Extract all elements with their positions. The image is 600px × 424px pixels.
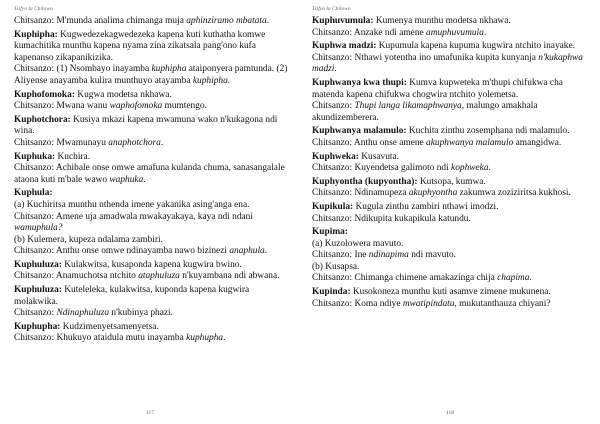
italic-example-word: Thupi langa likamaphwanya bbox=[354, 101, 462, 112]
entry-definition bbox=[312, 78, 586, 101]
headword: Kuphwanya malamulo: bbox=[312, 126, 407, 137]
dictionary-entry bbox=[312, 177, 586, 200]
entry-definition bbox=[14, 30, 288, 65]
italic-example-word: anaphula bbox=[229, 246, 265, 257]
dictionary-entry bbox=[312, 152, 586, 175]
entry-definition bbox=[312, 287, 586, 299]
entry-text: Chitsanzo: Achibale onse omwe amafuna kulanda chuma, sanasangalale ataona kuti m'bale wawo bbox=[14, 163, 285, 185]
entry-example bbox=[312, 28, 586, 40]
italic-example-word: anaphotchora bbox=[108, 137, 161, 148]
entry-example bbox=[14, 308, 288, 320]
dictionary-entries bbox=[14, 16, 288, 345]
headword: Kuphuvumula: bbox=[312, 16, 374, 26]
dictionary-entry bbox=[14, 115, 288, 150]
entry-text: Chitsanzo: Koma ndiye bbox=[312, 298, 403, 309]
headword: Kuphyontha (kupyontha): bbox=[312, 176, 418, 187]
entry-example bbox=[312, 53, 586, 76]
entry-definition bbox=[312, 227, 586, 239]
entry-definition bbox=[312, 152, 586, 164]
entry-text: Chitsanzo: M'munda analima chimanga muja bbox=[14, 16, 187, 26]
dictionary-entry bbox=[14, 322, 288, 345]
entry-text: Kuchira. bbox=[55, 151, 91, 162]
entry-definition bbox=[312, 177, 586, 189]
entry-text: Kugula zinthu zambiri nthawi imodzi. bbox=[353, 201, 499, 212]
entry-definition bbox=[312, 202, 586, 214]
headword: Kuphotchora: bbox=[14, 114, 71, 125]
headword: Kuphuluza: bbox=[14, 285, 62, 296]
headword: Kupikula: bbox=[312, 201, 354, 212]
page-number: 117 bbox=[145, 410, 155, 416]
entry-text: . bbox=[529, 273, 532, 284]
page-number: 118 bbox=[445, 410, 455, 416]
running-header: Tsifyo la Chilowo bbox=[14, 6, 53, 12]
entry-text: . bbox=[143, 174, 146, 185]
entry-text: Chitsanzo: Chimanga chimene amakazinga chija bbox=[312, 273, 498, 284]
entry-text: Chitsanzo: bbox=[312, 101, 355, 112]
entry-text: Kugwedezekagwedezeka kapena kuti kuthatha komwe kumachitika munthu kapena nyama zina zikatsala pang'ono kufa kapenanso zikapanikizika. bbox=[14, 29, 266, 63]
entry-example bbox=[14, 271, 288, 283]
entry-definition bbox=[14, 152, 288, 164]
entry-example bbox=[14, 163, 288, 186]
entry-text: . bbox=[227, 75, 231, 86]
entry-text: Chitsanzo: Amene uja amadwala mwakayakaya, kaya ndi ndani bbox=[14, 211, 253, 222]
entry-text: . bbox=[160, 137, 164, 148]
headword: Kuphula: bbox=[14, 188, 53, 199]
dictionary-entry bbox=[312, 126, 586, 149]
entry-example bbox=[312, 138, 586, 150]
dictionary-entry bbox=[14, 30, 288, 88]
italic-example-word: mwatipindatu bbox=[402, 298, 455, 309]
entry-text: Kupumula kapena kupuma kugwira ntchito inayake. bbox=[376, 41, 575, 52]
italic-example-word: Ndinaphuluza bbox=[56, 308, 110, 319]
headword: Kuphuka: bbox=[14, 151, 56, 162]
entry-example bbox=[312, 188, 586, 200]
italic-example-word: ataphuluza bbox=[138, 271, 180, 282]
dictionary-entry bbox=[14, 16, 288, 28]
entry-text: ataiponyera pamtunda. (2) Aliyense anayamba kulira munthuyo atayamba bbox=[14, 64, 288, 86]
entry-text: Kusiya mkazi kapena mwamuna wako n'kukagona ndi wina. bbox=[14, 114, 278, 137]
entry-text: Chitsanzo: Mwamunayu bbox=[14, 137, 109, 148]
italic-example-word: kuphipha bbox=[151, 64, 187, 75]
entry-text: . bbox=[483, 27, 487, 38]
entry-example bbox=[312, 214, 586, 226]
headword: Kuphweka: bbox=[312, 151, 359, 162]
italic-example-word: n'kukaphwa madzi bbox=[312, 52, 583, 75]
entry-text: , malungo amakhala akundizemberera. bbox=[312, 101, 538, 123]
entry-example bbox=[312, 299, 586, 311]
italic-example-word: waphuka bbox=[109, 174, 144, 185]
italic-example-word: chapima bbox=[497, 273, 530, 284]
dictionary-entry bbox=[312, 202, 586, 225]
italic-example-word: aphinziramo mbatata bbox=[186, 16, 267, 26]
entry-text: Kusokoneza munthu kuti asamve zimene mukunena. bbox=[350, 287, 551, 298]
entry-text: Kuteleleka, kulakwitsa, kuponda kapena kugwira molakwika. bbox=[14, 285, 250, 307]
entry-example bbox=[14, 246, 288, 258]
entry-text: Kugwa modetsa nkhawa. bbox=[74, 89, 172, 100]
entry-definition bbox=[14, 115, 288, 138]
entry-example bbox=[312, 262, 586, 274]
entry-text: Chitsanzo: Ine bbox=[312, 250, 369, 261]
dictionary-entries bbox=[312, 16, 586, 310]
entry-definition bbox=[14, 285, 288, 308]
entry-text: (a) Kuzolowera mavuto. bbox=[312, 238, 404, 249]
entry-text: n'kubinya phazi. bbox=[109, 308, 173, 319]
entry-text: Chitsanzo: Anthu onse amene bbox=[312, 137, 427, 148]
entry-example bbox=[14, 235, 288, 247]
entry-text: Kumva kupweteka m'thupi chifukwa cha matenda kapena chifukwa chogwira ntchito yolemetsa. bbox=[312, 77, 563, 100]
entry-example bbox=[14, 138, 288, 150]
entry-text: . bbox=[264, 246, 268, 257]
entry-example bbox=[312, 163, 586, 175]
entry-definition bbox=[312, 41, 586, 53]
dictionary-entry bbox=[312, 16, 586, 39]
dictionary-entry bbox=[14, 188, 288, 258]
italic-example-word: kuphipha bbox=[192, 75, 228, 86]
dictionary-entry bbox=[312, 41, 586, 76]
italic-example-word: akuphwanya malamulo bbox=[426, 137, 514, 148]
headword: Kuphwa madzi: bbox=[312, 41, 377, 52]
entry-definition bbox=[312, 126, 586, 138]
entry-text: zakumwa zoziziritsa kukhosi. bbox=[457, 188, 571, 199]
dictionary-entry bbox=[14, 285, 288, 320]
entry-text: Chitsanzo: Khukuyo ataidula mutu inayamba bbox=[14, 333, 187, 344]
entry-text: (b) Kusapsa. bbox=[312, 261, 360, 272]
running-header: Tsifyo la Chilowo bbox=[312, 6, 351, 12]
entry-text: mumtengo. bbox=[162, 101, 207, 112]
headword: Kupinda: bbox=[312, 287, 351, 298]
entry-text: Kutsopa, kumwa. bbox=[417, 176, 486, 187]
italic-example-word: ndinapima bbox=[368, 250, 409, 261]
entry-text: . bbox=[266, 16, 270, 26]
entry-example bbox=[312, 273, 586, 285]
entry-text: ndi mavuto. bbox=[408, 250, 457, 261]
entry-text: (a) Kuchiritsa munthu nthenda imene yakanika asing'anga ena. bbox=[14, 199, 250, 210]
entry-text: Kudzimenyetsamenyetsa. bbox=[60, 321, 159, 332]
dictionary-entry bbox=[312, 78, 586, 124]
headword: Kuphofomoka: bbox=[14, 89, 75, 100]
entry-text: Kuchita zinthu zosemphana ndi malamulo. bbox=[406, 126, 570, 137]
dictionary-entry bbox=[312, 227, 586, 285]
entry-example bbox=[14, 212, 288, 235]
entry-example bbox=[14, 101, 288, 113]
entry-text: Chitsanzo: Anzake ndi amene bbox=[312, 27, 427, 38]
entry-text: . bbox=[334, 64, 337, 75]
italic-example-word: amuphuvumula bbox=[426, 27, 484, 38]
entry-text: Chitsanzo: Anthu onse omwe ndinayamba nawo bizinezi bbox=[14, 246, 230, 257]
entry-text: amangidwa. bbox=[513, 137, 562, 148]
entry-text: Kusavuta. bbox=[358, 151, 399, 162]
entry-text: Chitsanzo: Mwana wanu bbox=[14, 101, 110, 112]
entry-text: . bbox=[223, 333, 226, 344]
entry-text: Chitsanzo: Anamuchotsa ntchito bbox=[14, 271, 139, 282]
entry-example bbox=[14, 200, 288, 212]
headword: Kuphupha: bbox=[14, 321, 61, 332]
entry-definition bbox=[312, 16, 586, 28]
entry-definition bbox=[14, 90, 288, 102]
entry-text: (b) Kulemera, kupeza ndalama zambiri. bbox=[14, 234, 163, 245]
entry-text: Chitsanzo: Kuyendetsa galimoto ndi bbox=[312, 163, 452, 174]
entry-definition bbox=[14, 322, 288, 334]
dictionary-entry bbox=[312, 287, 586, 310]
entry-example bbox=[312, 239, 586, 251]
italic-example-word: kophweka bbox=[451, 163, 489, 174]
entry-text: , mukutanthauza chiyani? bbox=[454, 298, 551, 309]
entry-text: Kumenya munthu modetsa nkhawa. bbox=[373, 16, 511, 26]
italic-example-word: kuphupha bbox=[186, 333, 224, 344]
dictionary-entry bbox=[14, 90, 288, 113]
entry-text: . bbox=[488, 163, 491, 174]
dictionary-entry bbox=[14, 260, 288, 283]
entry-text: Chitsanzo: bbox=[14, 308, 57, 319]
entry-example bbox=[14, 64, 288, 87]
entry-example bbox=[312, 101, 586, 124]
entry-text: n'kuyambana ndi abwana. bbox=[179, 271, 280, 282]
italic-example-word: wamuphula? bbox=[14, 223, 63, 234]
headword: Kuphipha: bbox=[14, 29, 58, 40]
entry-text: Chitsanzo: Nthawi yotentha ino umafunika kupita kunyanja bbox=[312, 52, 539, 63]
entry-definition bbox=[14, 260, 288, 272]
entry-example bbox=[14, 333, 288, 345]
entry-text: Kulakwitsa, kusaponda kapena kugwira bwino. bbox=[61, 259, 242, 270]
entry-definition bbox=[14, 16, 288, 28]
right-page bbox=[300, 0, 600, 424]
headword: Kuphuluza: bbox=[14, 259, 62, 270]
entry-text: Chitsanzo: Ndikupita kukapikula katundu. bbox=[312, 213, 471, 224]
entry-text: Chitsanzo: (1) Nsombayo inayamba bbox=[14, 64, 152, 75]
headword: Kuphwanya kwa thupi: bbox=[312, 77, 407, 88]
entry-text: Chitsanzo: Ndinamupeza bbox=[312, 188, 409, 199]
italic-example-word: waphofomoka bbox=[109, 101, 163, 112]
dictionary-entry bbox=[14, 152, 288, 187]
entry-definition bbox=[14, 188, 288, 200]
italic-example-word: akuphyontha bbox=[408, 188, 458, 199]
headword: Kupima: bbox=[312, 227, 348, 238]
entry-example bbox=[312, 250, 586, 262]
